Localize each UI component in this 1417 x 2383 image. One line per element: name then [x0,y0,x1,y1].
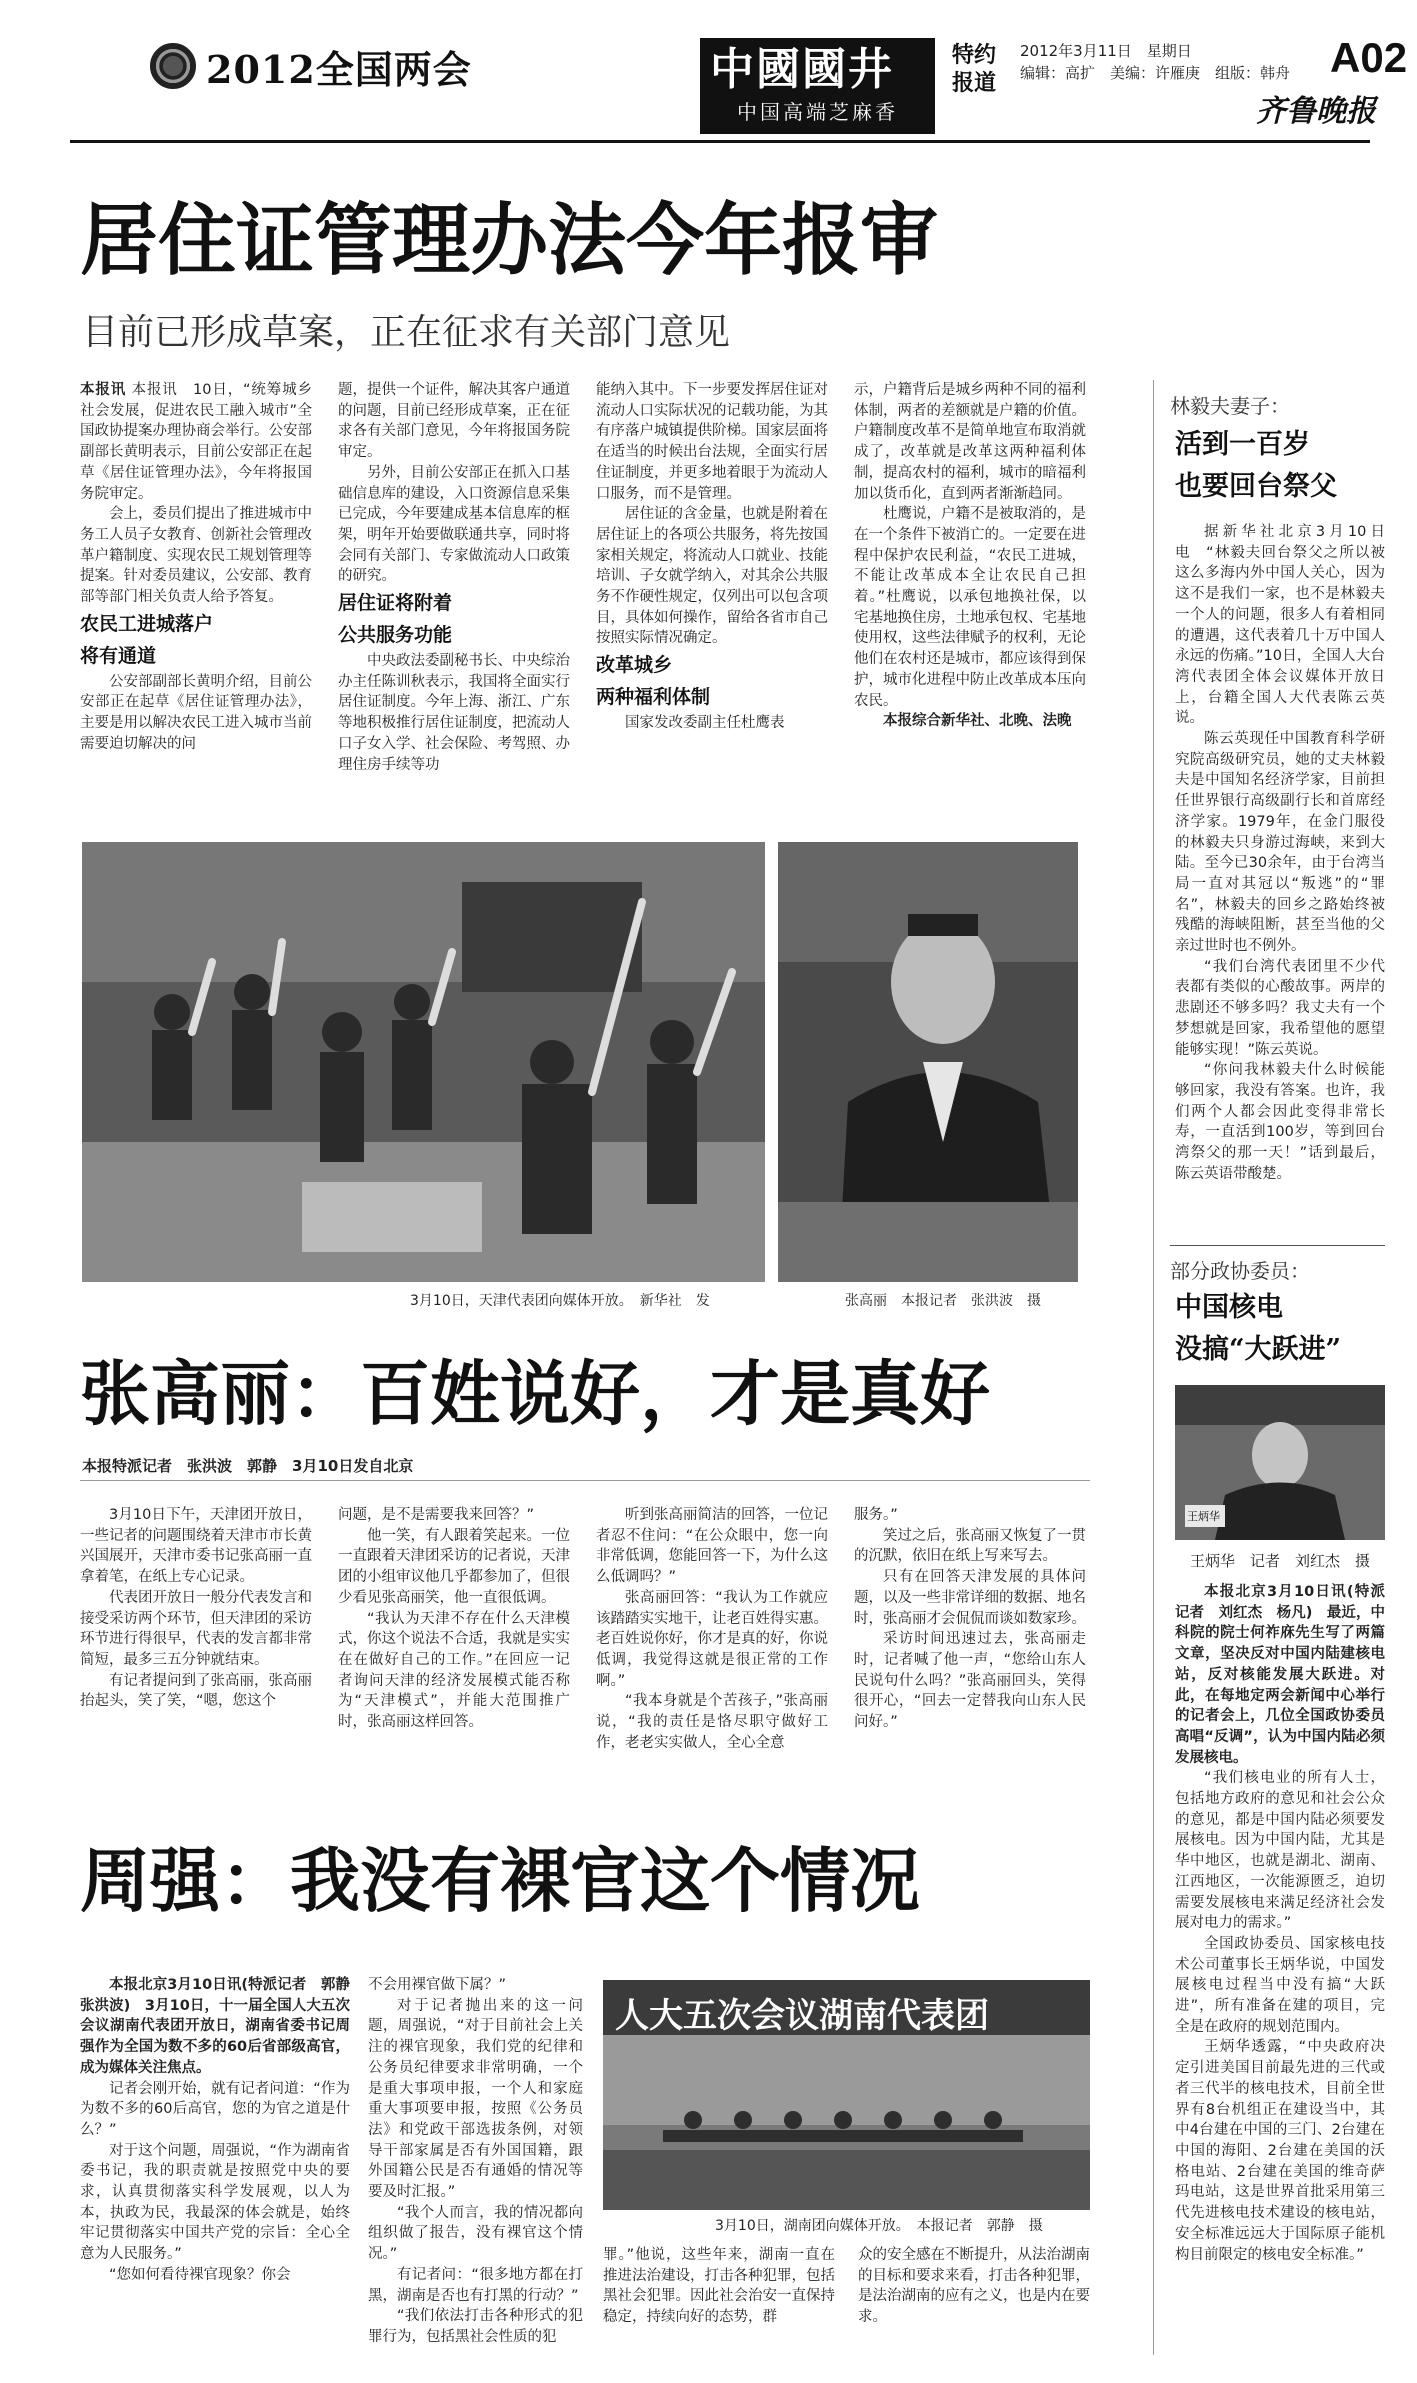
portrait-image [778,842,1078,1282]
paragraph: “我个人而言，我的情况都向组织做了报告，没有裸官这个情况。” [368,2204,583,2263]
subhead: 将有通道 [80,644,157,667]
story1-col1: 本报讯 本报讯 10日，“统筹城乡社会发展，促进农民工融入城市”全国政协提案办理协商会举行。公安部副部长黄明表示，目前公安部正在起草《居住证管理办法》，今年将报国务院审定。 会上，委员们提出了推进城市中务工人员子女教育、创新社会管理改革户籍制度、实现农民工规划管理等提案。针对委员建议，公安部、教育部等部门相关负责人给予答复。 农民工进城落户 将有通道 公安部副部长黄明介绍，目前公安部正在起草《居住证管理办法》，主要是用以解决农民工进入城市当前需要迫切解决的问 [80,380,312,820]
paragraph: 中央政法委副秘书长、中央综治办主任陈训秋表示，我国将全面实行居住证制度。今年上海、浙江、广东等地积极推行居住证制度，把流动人口子女入学、社会保险、考驾照、办理住房手续等功 [338,653,570,773]
crowd-raising-hands-image [82,842,765,1282]
subhead: 公共服务功能 [338,624,453,647]
credits-line: 编辑：高扩 美编：许雁庚 组版：韩舟 [1020,64,1291,82]
special-report-label: 特约 报道 [952,43,997,96]
paragraph: 服务。” [854,1507,898,1523]
paragraph: 罪。”他说，这些年来，湖南一直在推进法治建设，打击各种犯罪，包括黑社会犯罪。因此社会治安一直保持稳定，持续向好的态势，群 [603,2247,835,2326]
paragraph: 对于记者抛出来的这一问题，周强说，“对于目前社会上关注的裸官现象，我们党的纪律和公务员纪律要求非常明确，一个是重大事项申报，一个人和家庭重大事项要申报，按照《公务员法》和党政干部选拔条例，对领导干部家属是否有外国国籍，跟外国籍公民是否有通婚的情况等要及时汇报。” [368,1997,583,2201]
paragraph: 另外，目前公安部正在抓入口基础信息库的建设，入口资源信息采集已完成，今年要建成基本信息库的框架，明年开始要做联通共享，同时将会同有关部门、专家做流动人口政策的研究。 [338,464,570,585]
paragraph: 代表团开放日一般分代表发言和接受采访两个环节，但天津团的采访环节进行得很早，代表的发言都非常简短，最多三五分钟就结束。 [80,1589,312,1668]
paragraph: “我本身就是个苦孩子，”张高丽说，“我的责任是恪尽职守做好工作，老老实实做人，全心全意 [596,1693,828,1751]
paragraph: 张高丽回答：“我认为工作就应该踏踏实实地干，让老百姓得实惠。老百姓说你好，你才是真的好，你说低调，我觉得这就是很正常的工作啊。” [596,1589,828,1689]
photo-banner-text: 人大五次会议湖南代表团 [615,1996,989,2036]
sponsor-slogan: 中国高端芝麻香 [737,100,898,124]
paper-name: 齐鲁晚报 [1256,94,1376,129]
paragraph: 国家发改委副主任杜鹰表 [625,715,785,732]
paragraph: 听到张高丽简洁的回答，一位记者忍不住问：“在公众眼中，您一向非常低调，您能回答一下，为什么这么低调吗？” [596,1507,828,1586]
paragraph: 问题，是不是需要我来回答？” [338,1507,535,1523]
story3-col4 [858,2245,1090,2355]
story1-headline: 居住证管理办法今年报审 [80,195,939,286]
paragraph: “你问我林毅夫什么时候能够回家，我没有答案。也许，我们两个人都会因此变得非常长寿，一直活到100岁，等到回台湾祭父的那一天！”话到最后，陈云英语带酸楚。 [1175,1062,1385,1182]
masthead-info [1020,40,1290,84]
masthead-title: 2012全国两会 [206,46,472,92]
paragraph: 题，提供一个证件，解决其客户通道的问题，目前已经形成草案，正在征求各有关部门意见，今年将报国务院审定。 [338,382,570,461]
sidebar1-body [1175,522,1385,1272]
sidebar1-kicker: 林毅夫妻子： [1170,394,1290,418]
story2-byline: 本报特派记者 张洪波 郭静 3月10日发自北京 [82,1457,414,1475]
sidebar2-body [1175,1582,1385,2357]
paragraph: “您如何看待裸官现象？你会 [109,2266,291,2283]
paragraph: 能纳入其中。下一步要发挥居住证对流动人口实际状况的记载功能，为其有序落户城镇提供阶梯。国家层面将在适当的时候出台法规，全面实行居住证制度，并更多地着眼于为流动人口服务，而不是管理。 [596,382,828,502]
paragraph: “我们依法打击各种形式的犯罪行为，包括黑社会性质的犯 [368,2308,583,2345]
sidebar1-headline-1: 活到一百岁 [1175,429,1310,460]
paragraph: 杜鹰说，户籍不是被取消的，是在一个条件下被消亡的。一定要在进程中保护农民利益，“农民工进城，不能让改革成本全让农民自己担着。”杜鹰说，以承包地换社保，以宅基地换住房，土地承包权、宅基地使用权，这些法律赋予的权利，无论他们在农村还是城市，都应该得到保护，城市化进程中防止改革成本压向农民。 [854,506,1086,709]
paragraph: 3月10日下午，天津团开放日，一些记者的问题围绕着天津市市长黄兴国展开，天津市委书记张高丽一直拿着笔，在纸上专心记录。 [80,1507,312,1586]
paragraph: “我们核电业的所有人士，包括地方政府的意见和社会公众的意见，都是中国内陆必须要发展核电。因为中国内陆，尤其是华中地区，也就是湖北、湖南、江西地区，一次能源匮乏，迫切需要发展核电来满足经济社会发展对电力的需求。” [1175,1770,1385,1932]
subhead: 农民工进城落户 [80,612,214,635]
sponsor-name: 中國國井 [710,44,894,95]
story1-credit: 本报综合新华社、北晚、法晚 [883,713,1072,730]
paragraph: 陈云英现任中国教育科学研究院高级研究员，她的丈夫林毅夫是中国知名经济学家，目前担任世界银行高级副行长和首席经济学家。1979年，在金门服役的林毅夫只身游过海峡，来到大陆。至今已30余年，由于台湾当局一直对其冠以“叛逃”的“罪名”，林毅夫的回乡之路始终被残酷的海峡阻断，甚至当他的父亲过世时也不例外。 [1175,731,1385,955]
national-emblem-icon [150,43,196,89]
paragraph: “我们台湾代表团里不少代表都有类似的心酸故事。两岸的悲剧还不够多吗？我丈夫有一个梦想就是回家，我希望他的愿望能够实现！”陈云英说。 [1175,958,1385,1058]
masthead-left [150,38,472,94]
name-plate: 王炳华 [1187,1510,1220,1523]
sponsor-box [700,38,935,134]
date-line: 2012年3月11日 星期日 [1020,42,1192,60]
paragraph: 记者会刚开始，就有记者问道：“作为为数不多的60后高官，您的为官之道是什么？” [80,2080,350,2138]
story3-col2 [368,1975,583,2355]
paragraph: 据新华社北京3月10日电 “林毅夫回台祭父之所以被这么多海内外中国人关心，因为这不是我们一家，也不是林毅夫一个人的问题，很多人有着相同的遭遇，这代表着几十万中国人永远的伤痛。”10日，全国人大台湾代表团全体会议媒体开放日上，台籍全国人大代表陈云英说。 [1175,524,1385,727]
photo2-caption: 张高丽 本报记者 张洪波 摄 [845,1293,1041,1309]
story3-headline: 周强：我没有裸官这个情况 [80,1839,920,1922]
hunan-delegation-photo [603,1980,1090,2210]
story1-subhead: 目前已形成草案，正在征求有关部门意见 [82,312,731,353]
sidebar2-headline-2: 没搞“大跃进” [1175,1334,1342,1365]
paragraph: 全国政协委员、国家核电技术公司董事长王炳华说，中国发展核电过程当中没有搞“大跃进”，所有准备在建的项目，完全是在政府的规划范围内。 [1175,1935,1385,2035]
story2-col2 [338,1505,570,1735]
paragraph: 笑过之后，张高丽又恢复了一贯的沉默，依旧在纸上写来写去。 [854,1527,1086,1565]
sidebar2-headline-1: 中国核电 [1175,1292,1283,1323]
sidebar2-photo-caption: 王炳华 记者 刘红杰 摄 [1190,1552,1371,1570]
paragraph: 不会用裸官做下属？” [368,1977,507,1993]
zhang-gaoli-photo [778,842,1078,1282]
paragraph: 示，户籍背后是城乡两种不同的福利体制，两者的差额就是户籍的价值。户籍制度改革不是简单地宣布取消就成了，改革就是改革这两种福利体制，提高农村的福利，城市的暗福利加以货币化，直到两者渐渐趋同。 [854,382,1086,502]
sidebar1-headline-2: 也要回台祭父 [1175,471,1337,502]
subhead: 两种福利体制 [596,686,711,709]
paragraph: 采访时间迅速过去，张高丽走时，记者喊了他一声，“您给山东人民说句什么吗？”张高丽回头，笑得很开心，“回去一定替我向山东人民问好。” [854,1631,1086,1731]
sidebar-divider [1153,380,1154,2355]
tianjin-delegation-photo [82,842,765,1282]
story1-col3 [596,380,828,820]
byline-rule [80,1480,1090,1481]
masthead-rule [70,140,1370,143]
page-number: A02 [1330,34,1408,81]
story3-col1 [80,1975,365,2355]
story1-col1-lead: 本报讯 10日，“统筹城乡社会发展，促进农民工融入城市”全国政协提案办理协商会举行。公安部副部长黄明表示，目前公安部正在起草《居住证管理办法》，今年将报国务院审定。 [80,382,313,502]
story2-col4 [854,1505,1086,1735]
subhead: 居住证将附着 [338,592,453,615]
paragraph: “我认为天津不存在什么天津模式，你这个说法不合适，我就是实实在在做好自己的工作。”在回应一记者询问天津的经济发展模式能否称为“天津模式”，并能大范围推广时，张高丽这样回答。 [338,1610,570,1731]
wang-binghua-photo [1175,1385,1385,1540]
paragraph: 公安部副部长黄明介绍，目前公安部正在起草《居住证管理办法》，主要是用以解决农民工进入城市当前需要迫切解决的问 [80,673,312,752]
paragraph: 只有在回答天津发展的具体问题，以及一些非常详细的数据、地名时，张高丽才会侃侃而谈如数家珍。 [854,1569,1086,1627]
paragraph: 有记者问：“很多地方都在打黑，湖南是否也有打黑的行动？” [368,2266,583,2304]
sidebar2-kicker: 部分政协委员： [1170,1259,1310,1283]
paragraph: 他一笑，有人跟着笑起来。一位一直跟着天津团采访的记者说，天津团的小组审议他几乎都参加了，但很少看见张高丽笑，他一直很低调。 [338,1527,570,1606]
paragraph: 本报北京3月10日讯(特派记者 郭静 张洪波) 3月10日，十一届全国人大五次会议湖南代表团开放日，湖南省委书记周强作为全国为数不多的60后省部级高官，成为媒体关注焦点。 [80,1977,365,2076]
story3-col3 [603,2245,835,2355]
subhead: 改革城乡 [596,654,673,677]
paragraph: 王炳华透露，“中央政府决定引进美国目前最先进的三代或者三代半的核电技术，目前全世界有8台机组正在建设当中，其中4台建在中国的三门、2台建在中国的海阳、2台建在美国的沃格电站、2台建在美国的维奇萨玛电站，这是世界首批采用第三代先进核电技术建设的核电站，安全标准远远大于国际原子能机构目前限定的核电安全标准。” [1175,2039,1385,2263]
paragraph: 会上，委员们提出了推进城市中务工人员子女教育、创新社会管理改革户籍制度、实现农民工规划管理等提案。针对委员建议，公安部、教育部等部门相关负责人给予答复。 [80,506,312,606]
story2-headline: 张高丽：百姓说好，才是真好 [80,1352,990,1435]
paragraph: 本报北京3月10日讯(特派记者 刘红杰 杨凡) 最近，中科院的院士何祚庥先生写了两篇文章，坚决反对中国内陆建核电站，反对核能发展大跃进。对此，在每地定两会新闻中心举行的记者会上，几位全国政协委员高唱“反调”，认为中国内陆必须发展核电。 [1175,1584,1385,1766]
story2-col1 [80,1505,312,1735]
story1-col2 [338,380,570,820]
paragraph: 有记者提问到了张高丽，张高丽抬起头，笑了笑，“嗯，您这个 [80,1672,312,1710]
photo1-caption: 3月10日，天津代表团向媒体开放。 新华社 发 [410,1293,710,1309]
paragraph: 众的安全感在不断提升，从法治湖南的目标和要求来看，打击各种犯罪，是法治湖南的应有之义，也是内在要求。 [858,2247,1090,2326]
paragraph: 对于这个问题，周强说，“作为湖南省委书记，我的职责就是按照党中央的要求，认真贯彻落实科学发展观，以人为本，执政为民，我最深的体会就是，始终牢记贯彻落实中国共产党的宗旨：全心全意为人民服务。” [80,2142,350,2263]
story1-col4 [854,380,1086,820]
story2-col3 [596,1505,828,1751]
paragraph: 居住证的含金量，也就是附着在居住证上的各项公共服务，将先按国家相关规定，将流动人口就业、技能培训、子女就学纳入，对其余公共服务不作硬性规定，仅列出可以包含项目，具体如何操作，留给各省市自己按照实际情况确定。 [596,506,828,647]
sidebar-rule [1170,1245,1385,1246]
photo3-caption: 3月10日，湖南团向媒体开放。 本报记者 郭静 摄 [715,2218,1043,2234]
